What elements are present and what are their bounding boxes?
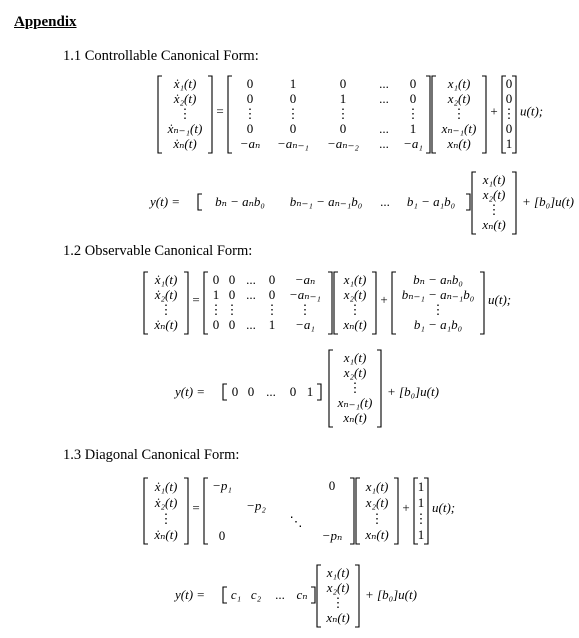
x-vector-entry: x₂(t) (447, 91, 471, 106)
x-vector-right-bracket (377, 350, 381, 427)
x-vector-entry: x₁(t) (482, 172, 506, 187)
a-matrix-diagonal-entry: ⋱ (289, 514, 303, 529)
x-vector-entry: xₙ₋₁(t) (337, 395, 373, 410)
x-vector-entry: xₙ(t) (343, 317, 367, 332)
x-vector-right-bracket (394, 478, 398, 544)
a-matrix-entry: 0 (409, 91, 417, 106)
x-vector-left-bracket (356, 478, 360, 544)
section-title-controllable: 1.1 Controllable Canonical Form: (63, 48, 259, 64)
x-vector-entry: ⋮ (348, 302, 362, 317)
xdot-vector-entry: ⋮ (178, 106, 192, 121)
b-vector-entry: bₙ₋₁ − aₙ₋₁b₀ (401, 287, 475, 302)
x-vector-right-bracket (355, 565, 359, 627)
feedthrough-term: + [b₀]u(t) (365, 587, 417, 602)
xdot-vector-left-bracket (158, 76, 162, 153)
a-matrix-diagonal-entry: −pₙ (321, 528, 343, 543)
a-matrix-entry: 0 (212, 317, 220, 332)
c-row-left-bracket (223, 384, 227, 400)
observable-state-equation (142, 268, 562, 340)
a-matrix-entry: 0 (228, 287, 236, 302)
equals-sign: = (192, 500, 200, 515)
a-matrix-entry: −a₁ (295, 317, 315, 332)
xdot-vector-entry: ẋ₁(t) (154, 272, 178, 287)
a-matrix-entry: 0 (289, 91, 297, 106)
x-vector-entry: x₂(t) (326, 580, 350, 595)
output-lhs: y(t) = (175, 587, 206, 602)
a-matrix-entry: ⋮ (225, 302, 239, 317)
a-matrix-entry: ⋮ (298, 302, 312, 317)
x-vector-entry: x₂(t) (365, 495, 389, 510)
b-vector-entry: 1 (417, 495, 425, 510)
x-vector-left-bracket (472, 172, 476, 234)
a-matrix-zero-upper: 0 (328, 478, 336, 493)
xdot-vector-entry: ẋ₁(t) (154, 479, 178, 494)
input-term: u(t); (488, 292, 512, 307)
x-vector-right-bracket (372, 272, 376, 334)
xdot-vector-entry: ẋ₂(t) (154, 495, 178, 510)
xdot-vector-entry: ẋ₂(t) (173, 91, 197, 106)
a-matrix-entry: 1 (339, 91, 347, 106)
c-row-right-bracket (317, 384, 321, 400)
x-vector-left-bracket (329, 350, 333, 427)
xdot-vector-right-bracket (208, 76, 212, 153)
b-vector-right-bracket (480, 272, 484, 334)
c-row-entry: ... (380, 194, 390, 209)
xdot-vector-entry: ẋ₁(t) (173, 76, 197, 91)
a-matrix-diagonal-entry: −p₂ (246, 498, 266, 513)
a-matrix-entry: ⋮ (336, 106, 350, 121)
x-vector-entry: xₙ₋₁(t) (441, 121, 477, 136)
diagonal-output-equation (175, 563, 555, 635)
c-row-entry: c₁ (230, 587, 242, 602)
a-matrix-entry: 1 (289, 76, 297, 91)
xdot-vector-entry: ⋮ (159, 511, 173, 526)
x-vector-entry: x₂(t) (482, 187, 506, 202)
a-matrix-entry: ⋮ (209, 302, 223, 317)
diagonal-state-equation (142, 474, 562, 552)
c-row-left-bracket (223, 587, 227, 603)
c-row-entry: cₙ (296, 587, 308, 602)
b-vector-entry: 0 (505, 76, 513, 91)
a-matrix-entry: −a₁ (403, 136, 423, 151)
a-matrix-entry: ⋮ (406, 106, 420, 121)
x-vector-entry: x₁(t) (343, 272, 367, 287)
b-vector-entry: ⋮ (431, 302, 445, 317)
x-vector-entry: xₙ(t) (365, 527, 389, 542)
a-matrix-entry: 0 (339, 76, 347, 91)
a-matrix-left-bracket (228, 76, 232, 153)
x-vector-entry: x₂(t) (343, 287, 367, 302)
xdot-vector-left-bracket (144, 272, 148, 334)
output-lhs: y(t) = (175, 384, 206, 399)
x-vector-left-bracket (432, 76, 436, 153)
feedthrough-term: + [b₀]u(t) (522, 194, 574, 209)
b-vector-entry: bₙ − aₙb₀ (413, 272, 463, 287)
xdot-vector-left-bracket (144, 478, 148, 544)
feedthrough-term: + [b₀]u(t) (387, 384, 439, 399)
a-matrix-diagonal-entry: −p₁ (212, 478, 232, 493)
xdot-vector-entry: ẋₙ(t) (173, 136, 197, 151)
c-row-entry: 0 (247, 384, 255, 399)
a-matrix-entry: 0 (212, 272, 220, 287)
a-matrix-entry: ... (379, 121, 389, 136)
a-matrix-zero-lower: 0 (218, 528, 226, 543)
x-vector-right-bracket (482, 76, 486, 153)
x-vector-entry: xₙ(t) (447, 136, 471, 151)
xdot-vector-right-bracket (184, 272, 188, 334)
a-matrix-right-bracket (350, 478, 354, 544)
c-row-entry: ... (266, 384, 276, 399)
xdot-vector-entry: ẋₙ(t) (154, 317, 178, 332)
a-matrix-entry: 1 (268, 317, 276, 332)
a-matrix-left-bracket (204, 478, 208, 544)
c-row-entry: bₙ − aₙb₀ (215, 194, 265, 209)
a-matrix-entry: 0 (289, 121, 297, 136)
c-row-entry: 0 (231, 384, 239, 399)
a-matrix-entry: ... (246, 317, 256, 332)
section-title-observable: 1.2 Observable Canonical Form: (63, 243, 253, 259)
controllable-state-equation (150, 72, 570, 162)
c-row-entry: c₂ (250, 587, 262, 602)
a-matrix-left-bracket (204, 272, 208, 334)
x-vector-entry: xₙ(t) (343, 410, 367, 425)
x-vector-entry: x₁(t) (343, 350, 367, 365)
a-matrix-entry: −aₙ (239, 136, 261, 151)
a-matrix-entry: 0 (228, 272, 236, 287)
b-vector-entry: b₁ − a₁b₀ (413, 317, 463, 332)
x-vector-left-bracket (317, 565, 321, 627)
equals-sign: = (216, 103, 224, 119)
a-matrix-entry: ⋮ (286, 106, 300, 121)
x-vector-entry: x₁(t) (365, 479, 389, 494)
a-matrix-entry: 0 (409, 76, 417, 91)
a-matrix-right-bracket (426, 76, 430, 153)
a-matrix-entry: 0 (246, 76, 254, 91)
a-matrix-entry: −aₙ₋₁ (289, 287, 321, 302)
a-matrix-entry: ⋮ (265, 302, 279, 317)
c-row-left-bracket (198, 194, 202, 210)
b-vector-entry: 0 (505, 91, 513, 106)
a-matrix-entry: ... (246, 287, 256, 302)
b-vector-entry: 0 (505, 121, 513, 136)
x-vector-left-bracket (334, 272, 338, 334)
a-matrix-entry: 0 (268, 287, 276, 302)
a-matrix-entry: ... (379, 76, 389, 91)
b-vector-entry: ⋮ (502, 106, 516, 121)
x-vector-entry: x₂(t) (343, 365, 367, 380)
plus-sign: + (490, 103, 498, 119)
x-vector-right-bracket (512, 172, 516, 234)
a-matrix-entry: 1 (409, 121, 417, 136)
b-vector-entry: 1 (417, 479, 425, 494)
c-row-right-bracket (311, 587, 315, 603)
c-row-entry: ... (275, 587, 285, 602)
c-row-right-bracket (466, 194, 470, 210)
xdot-vector-entry: ẋ₂(t) (154, 287, 178, 302)
a-matrix-entry: ... (379, 91, 389, 106)
b-vector-entry: 1 (417, 527, 425, 542)
xdot-vector-right-bracket (184, 478, 188, 544)
a-matrix-entry: 1 (212, 287, 220, 302)
x-vector-entry: ⋮ (487, 202, 501, 217)
xdot-vector-entry: ⋮ (159, 302, 173, 317)
controllable-output-equation (150, 170, 574, 236)
a-matrix-entry: 0 (228, 317, 236, 332)
a-matrix-entry: 0 (246, 91, 254, 106)
a-matrix-entry: 0 (246, 121, 254, 136)
b-vector-left-bracket (392, 272, 396, 334)
appendix-heading: Appendix (14, 14, 77, 30)
a-matrix-entry: −aₙ₋₁ (277, 136, 309, 151)
c-row-entry: b₁ − a₁b₀ (406, 194, 456, 209)
a-matrix-entry: 0 (339, 121, 347, 136)
output-lhs: y(t) = (150, 194, 181, 209)
plus-sign: + (380, 292, 388, 307)
a-matrix-entry: −aₙ₋₂ (327, 136, 359, 151)
x-vector-entry: ⋮ (348, 380, 362, 395)
input-term: u(t); (520, 103, 544, 119)
a-matrix-right-bracket (328, 272, 332, 334)
x-vector-entry: xₙ(t) (482, 217, 506, 232)
c-row-entry: 1 (306, 384, 314, 399)
equals-sign: = (192, 292, 200, 307)
a-matrix-entry: ⋮ (243, 106, 257, 121)
section-title-diagonal: 1.3 Diagonal Canonical Form: (63, 447, 240, 463)
b-vector-entry: ⋮ (414, 511, 428, 526)
a-matrix-entry: 0 (268, 272, 276, 287)
plus-sign: + (402, 500, 410, 515)
b-vector-entry: 1 (505, 136, 513, 151)
a-matrix-entry: ... (246, 272, 256, 287)
observable-output-equation (175, 346, 555, 436)
xdot-vector-entry: ẋₙ(t) (154, 527, 178, 542)
x-vector-entry: ⋮ (331, 595, 345, 610)
x-vector-entry: ⋮ (452, 106, 466, 121)
c-row-entry: bₙ₋₁ − aₙ₋₁b₀ (289, 194, 363, 209)
xdot-vector-entry: ẋₙ₋₁(t) (167, 121, 203, 136)
a-matrix-entry: −aₙ (294, 272, 316, 287)
input-term: u(t); (432, 500, 456, 515)
x-vector-entry: x₁(t) (447, 76, 471, 91)
x-vector-entry: x₁(t) (326, 565, 350, 580)
x-vector-entry: ⋮ (370, 511, 384, 526)
a-matrix-entry: ... (379, 136, 389, 151)
c-row-entry: 0 (289, 384, 297, 399)
x-vector-entry: xₙ(t) (326, 610, 350, 625)
